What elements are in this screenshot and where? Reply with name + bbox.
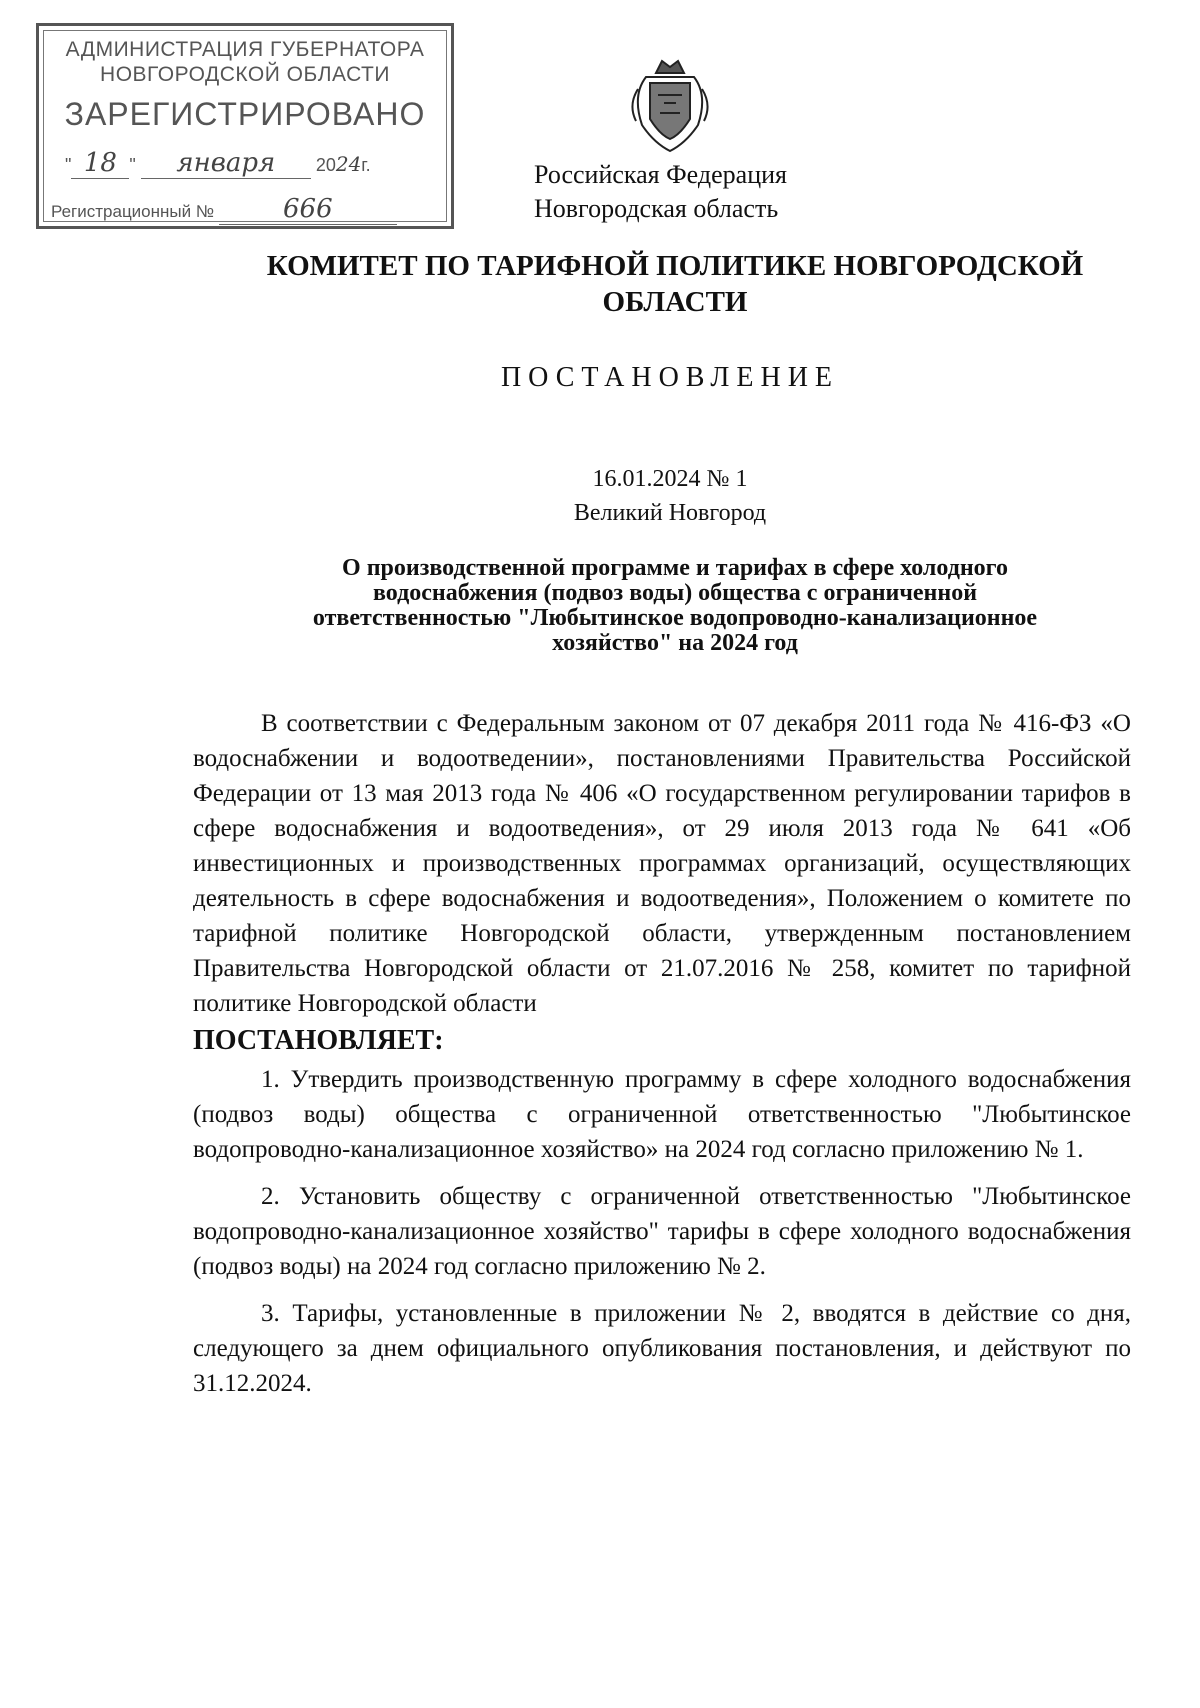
item-1-paragraph: 1. Утвердить производственную программу в сфере холодного водоснабжения (подвоз воды) общества с ограниченной ответственностью "Любытинское водопроводно-канализационное хозяйство» на 2024 год согласно приложению № 1. — [193, 1066, 1131, 1163]
resolves-heading: ПОСТАНОВЛЯЕТ: — [193, 1025, 444, 1056]
coat-of-arms-icon — [626, 55, 714, 155]
item-2-paragraph: 2. Установить обществу с ограниченной ответственностью "Любытинское водопроводно-канализационное хозяйство" тарифы в сфере холодного водоснабжения (подвоз воды) на 2024 год согласно приложению № 2. — [193, 1183, 1131, 1280]
document-type: ПОСТАНОВЛЕНИЕ — [500, 362, 840, 393]
stamp-reg-number-row — [51, 194, 397, 225]
country-name: Российская Федерация — [534, 160, 787, 189]
document-body — [193, 706, 1131, 1401]
stamp-registered: ЗАРЕГИСТРИРОВАНО — [64, 96, 426, 132]
date-block — [440, 462, 900, 530]
date-number: 16.01.2024 № 1 — [592, 466, 748, 492]
document-subject — [215, 556, 1135, 656]
subject-line2: водоснабжения (подвоз воды) общества с ограниченной — [372, 580, 978, 606]
stamp-reg-label: Регистрационный № — [51, 202, 215, 221]
stamp-date-year-suffix: 24 — [335, 152, 362, 176]
region-name: Новгородская область — [534, 194, 779, 223]
committee-title-line2: ОБЛАСТИ — [602, 286, 748, 318]
issuer-block — [534, 158, 787, 226]
committee-title-line1: КОМИТЕТ ПО ТАРИФНОЙ ПОЛИТИКЕ НОВГОРОДСКОЙ — [266, 250, 1084, 282]
stamp-date-year-prefix: 20 — [315, 155, 336, 175]
subject-line1: О производственной программе и тарифах в сфере холодного — [342, 555, 1008, 581]
committee-title — [260, 248, 1090, 320]
city: Великий Новгород — [573, 500, 767, 526]
preamble-paragraph: В соответствии с Федеральным законом от 07 декабря 2011 года № 416-ФЗ «О водоснабжении и водоотведении», постановлениями Правительства Российской Федерации от 13 мая 2013 года № 406 «О государственном регулировании тарифов в сфере водоснабжения и водоотведения», от 29 июля 2013 года № 641 «Об инвестиционных и производственных программах организаций, осуществляющих деятельность в сфере водоснабжения и водоотведения», Положением о комитете по тарифной политике Новгородской области, утвержденным постановлением Правительства Новгородской области от 21.07.2016 № 258, комитет по тарифной политике Новгородской области — [193, 710, 1131, 1017]
registration-stamp — [36, 23, 454, 229]
stamp-org-line2: НОВГОРОДСКОЙ ОБЛАСТИ — [100, 63, 390, 86]
stamp-org-line1: АДМИНИСТРАЦИЯ ГУБЕРНАТОРА — [65, 38, 425, 61]
subject-line4: хозяйство" на 2024 год — [552, 630, 798, 656]
stamp-date-year-end: г. — [361, 155, 371, 175]
stamp-date-month: января — [141, 148, 311, 179]
item-3-paragraph: 3. Тарифы, установленные в приложении № 2, вводятся в действие со дня, следующего за днем официального опубликования постановления, и действуют по 31.12.2024. — [193, 1300, 1131, 1397]
subject-line3: ответственностью "Любытинское водопроводно-канализационное — [312, 605, 1038, 631]
stamp-date: " 18 " января 2024г. — [65, 148, 371, 178]
stamp-reg-number: 666 — [219, 194, 397, 225]
stamp-date-day: 18 — [71, 148, 129, 179]
